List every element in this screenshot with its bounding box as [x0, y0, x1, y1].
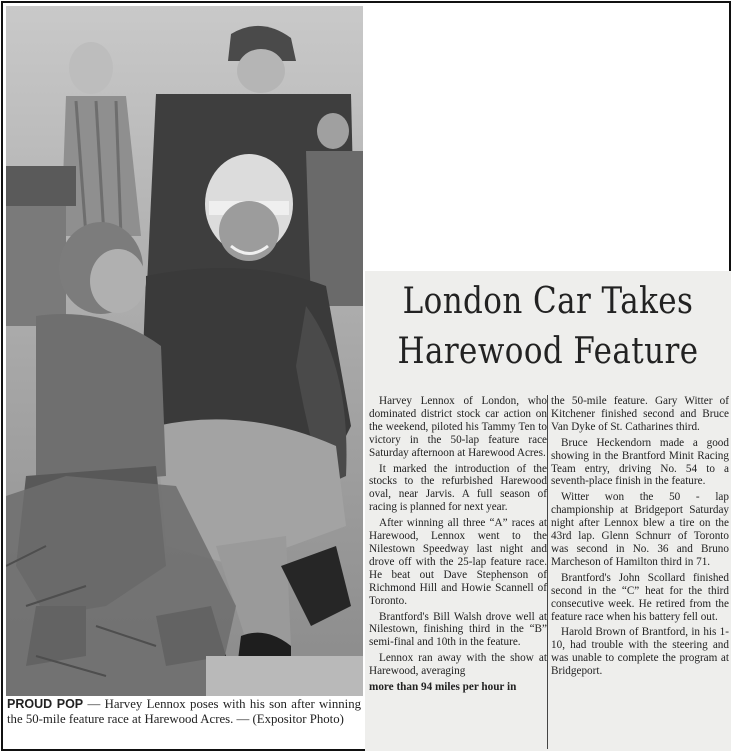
paragraph: the 50-mile feature. Gary Witter of Kitchener finished second and Bruce Van Dyke of St. Catharines third.	[551, 395, 729, 433]
paragraph: After winning all three “A” races at Harewood, Lennox went to the Nilestown Speedway last night and drove off with the 25-lap feature race. He beat out Dave Stephenson of Richmond Hill and Howie Scannell of Toronto.	[369, 517, 547, 607]
paragraph: Brantford's Bill Walsh drove well at Nilestown, finishing third in the “B” semi-final and 10th in the feature.	[369, 610, 547, 649]
paragraph: Harvey Lennox of London, who dominated district stock car action on the weekend, piloted his Tammy Ten to victory in the 50-lap feature race Saturday afternoon at Harewood Acres.	[369, 395, 547, 459]
article-column-right	[551, 395, 729, 678]
paragraph: Brantford's John Scollard finished second in the “C” heat for the third consecutive week. He retired from the feature race when his battery fell out.	[551, 571, 729, 623]
headline-line-1: London Car Takes	[402, 281, 694, 322]
column-divider	[547, 395, 548, 749]
article	[365, 271, 731, 751]
article-column-left	[369, 395, 547, 694]
photo-caption	[7, 697, 361, 726]
paragraph: Lennox ran away with the show at Harewood, averaging	[369, 652, 547, 678]
headline-line-2: Harewood Feature	[397, 331, 699, 372]
news-photo	[6, 6, 363, 696]
caption-text: — Harvey Lennox poses with his son after winning the 50-mile feature race at Harewood Acres. — (Expositor Photo)	[7, 697, 362, 726]
photo-driver-and-son-image	[6, 6, 363, 696]
paragraph-continued: more than 94 miles per hour in	[369, 681, 517, 694]
paragraph: Harold Brown of Brantford, in his 1-10, had trouble with the steering and was unable to complete the program at Bridgeport.	[551, 626, 729, 678]
paragraph: Bruce Heckendorn made a good showing in the Brantford Minit Racing Team entry, driving No. 54 to a seventh-place finish in the feature.	[551, 436, 729, 488]
caption-lead: PROUD POP	[7, 697, 84, 711]
headline	[391, 277, 706, 377]
paragraph: Witter won the 50 - lap championship at Bridgeport Saturday night after Lennox blew a tire on the 43rd lap. Glenn Schnurr of Toronto was second in No. 36 and Bruno Marcheson of Hamilton third in 71.	[551, 491, 729, 568]
paragraph: It marked the introduction of the stocks to the refurbished Harewood oval, near Jarvis. A full season of racing is planned for next year.	[369, 462, 547, 514]
newspaper-clipping	[1, 1, 731, 751]
